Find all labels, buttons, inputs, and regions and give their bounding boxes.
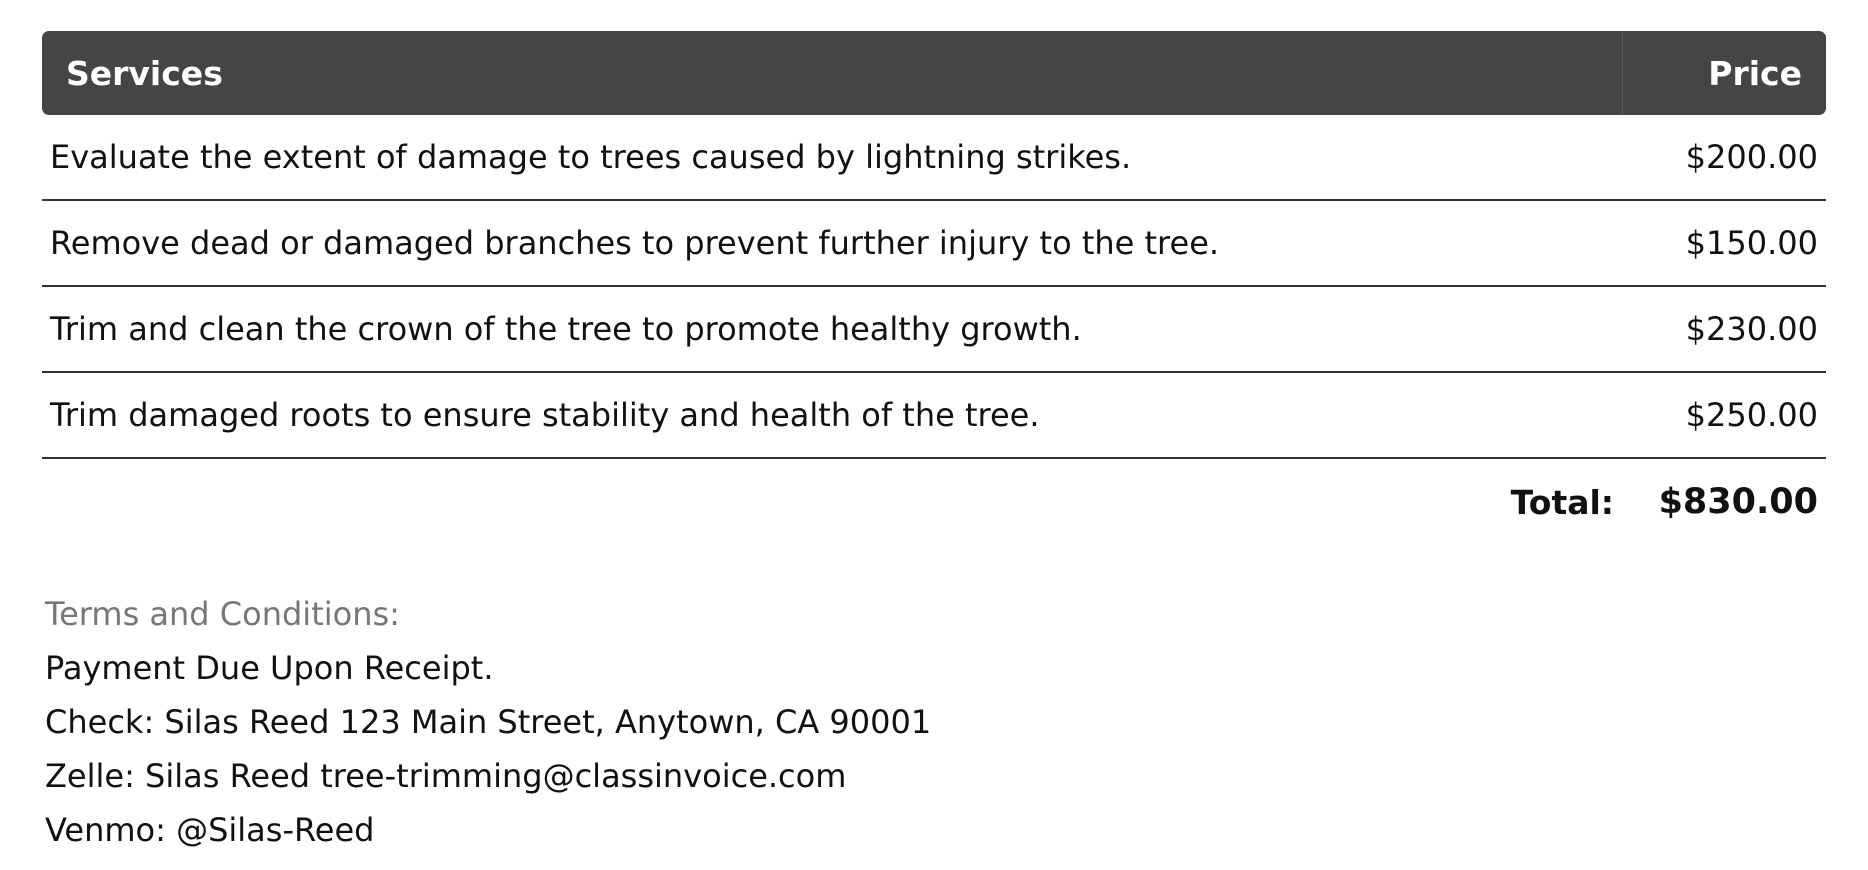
zelle-payment-line: Zelle: Silas Reed tree-trimming@classinvoice.com — [45, 757, 847, 795]
service-description: Evaluate the extent of damage to trees caused by lightning strikes. — [42, 115, 1622, 201]
total-value: $830.00 — [1658, 482, 1818, 522]
table-row — [42, 287, 1826, 373]
service-price: $150.00 — [1622, 201, 1826, 287]
check-payment-line: Check: Silas Reed 123 Main Street, Anytown, CA 90001 — [45, 703, 932, 741]
total-row — [42, 459, 1826, 545]
service-description: Remove dead or damaged branches to prevent further injury to the tree. — [42, 201, 1622, 287]
invoice-section — [42, 31, 1826, 857]
venmo-payment-line: Venmo: @Silas-Reed — [45, 811, 375, 849]
payment-due-line: Payment Due Upon Receipt. — [45, 649, 494, 687]
table-header-row — [42, 31, 1826, 115]
services-column-header: Services — [42, 31, 1622, 115]
table-row — [42, 201, 1826, 287]
total-label: Total: — [1510, 482, 1614, 522]
table-row — [42, 373, 1826, 459]
services-table — [42, 31, 1826, 459]
terms-title: Terms and Conditions: — [45, 595, 400, 633]
service-price: $230.00 — [1622, 287, 1826, 373]
table-row — [42, 115, 1826, 201]
terms-and-conditions — [42, 587, 1826, 857]
service-price: $250.00 — [1622, 373, 1826, 459]
price-column-header: Price — [1622, 31, 1826, 115]
service-price: $200.00 — [1622, 115, 1826, 201]
service-description: Trim and clean the crown of the tree to promote healthy growth. — [42, 287, 1622, 373]
service-description: Trim damaged roots to ensure stability and health of the tree. — [42, 373, 1622, 459]
